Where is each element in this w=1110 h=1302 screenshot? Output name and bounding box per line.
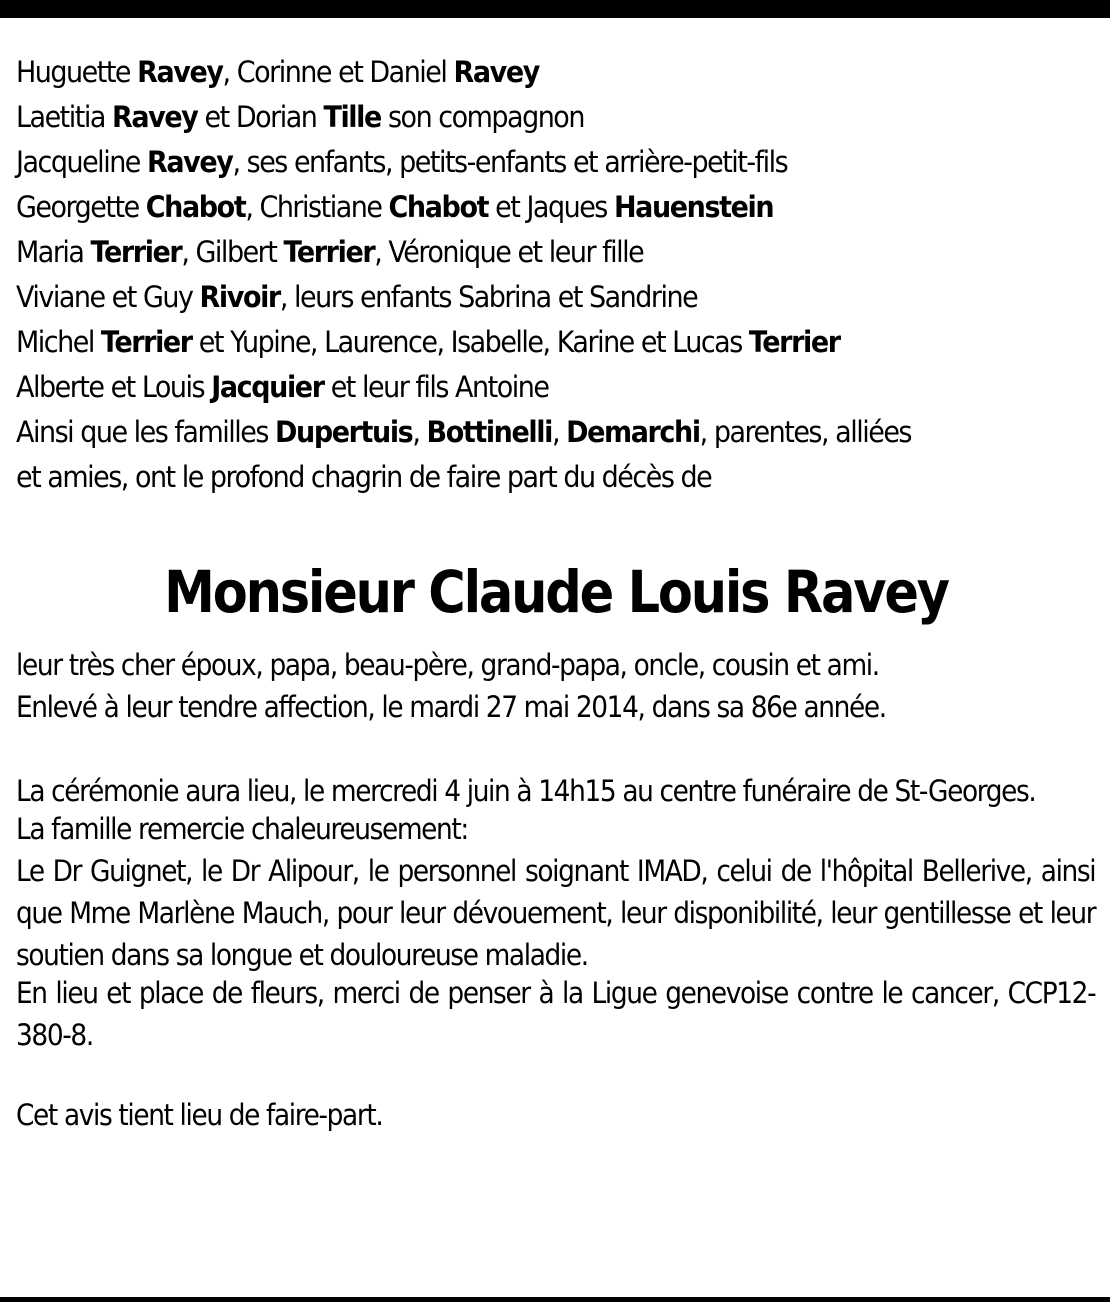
family-surname: Ravey — [111, 100, 198, 134]
family-surname: Dupertuis — [275, 415, 413, 449]
family-surname: Ravey — [137, 55, 223, 89]
family-surname: Tille — [323, 100, 381, 134]
thanks-intro: La famille remercie chaleureusement: — [16, 812, 468, 846]
obituary-notice — [16, 50, 1096, 1136]
family-text: , Gilbert — [181, 235, 284, 269]
family-line — [16, 185, 1020, 230]
family-text: , — [551, 415, 567, 449]
family-surname: Jacquier — [211, 370, 324, 404]
relation-text — [16, 644, 1096, 728]
family-surname: Ravey — [453, 55, 539, 89]
family-text: Alberte et Louis — [16, 370, 212, 404]
family-line — [16, 275, 1020, 320]
family-text: Georgette — [16, 190, 146, 224]
family-surname: Rivoir — [199, 280, 280, 314]
family-text: , parentes, alliées — [699, 415, 911, 449]
family-text: et amies, ont le profond chagrin de faire part du décès de — [16, 460, 712, 494]
family-text: , — [412, 415, 427, 449]
deceased-name: Monsieur Claude Louis Ravey — [164, 558, 948, 626]
family-text: , Véronique et leur fille — [374, 235, 644, 269]
family-surname: Ravey — [146, 145, 233, 179]
family-surname: Hauenstein — [613, 190, 774, 224]
family-text: , leurs enfants Sabrina et Sandrine — [279, 280, 698, 314]
family-surname: Chabot — [145, 190, 246, 224]
family-surname: Bottinelli — [426, 415, 552, 449]
family-text: Michel — [16, 325, 101, 359]
family-line — [16, 365, 1020, 410]
family-line — [16, 95, 1020, 140]
family-line — [16, 50, 1020, 95]
family-line — [16, 320, 1020, 365]
family-text: Maria — [16, 235, 91, 269]
family-text: , Christiane — [245, 190, 389, 224]
family-surname: Terrier — [283, 235, 375, 269]
flowers-text: En lieu et place de fleurs, merci de penser à la Ligue genevoise contre le cancer, CCP12-380-8. — [16, 976, 1096, 1052]
family-line — [16, 410, 1020, 455]
family-text: , ses enfants, petits-enfants et arrière-petit-fils — [232, 145, 788, 179]
family-surname: Terrier — [748, 325, 840, 359]
family-text: son compagnon — [380, 100, 584, 134]
family-line — [16, 455, 1020, 500]
family-text: et Yupine, Laurence, Isabelle, Karine et Lucas — [191, 325, 749, 359]
ceremony-text: La cérémonie aura lieu, le mercredi 4 juin à 14h15 au centre funéraire de St-Georges. — [16, 774, 1036, 808]
family-text: Huguette — [16, 55, 138, 89]
thanks-text: Le Dr Guignet, le Dr Alipour, le personnel soignant IMAD, celui de l'hôpital Bellerive, ainsi que Mme Marlène Mauch, pour leur dévouement, leur disponibilité, leur gentillesse et leur soutien dans sa longue et douloureuse maladie. — [16, 854, 1096, 972]
family-text: et leur fils Antoine — [323, 370, 549, 404]
family-line — [16, 230, 1020, 275]
family-text: , Corinne et Daniel — [222, 55, 454, 89]
family-text: et Dorian — [197, 100, 324, 134]
family-text: Jacqueline — [16, 145, 147, 179]
family-text: Laetitia — [16, 100, 112, 134]
family-surname: Demarchi — [566, 415, 700, 449]
relation-line: leur très cher époux, papa, beau-père, grand-papa, oncle, cousin et ami. — [16, 648, 879, 682]
family-text: Ainsi que les familles — [16, 415, 276, 449]
death-date-line: Enlevé à leur tendre affection, le mardi 27 mai 2014, dans sa 86e année. — [16, 690, 886, 724]
family-surname: Terrier — [90, 235, 182, 269]
family-surname: Terrier — [100, 325, 192, 359]
family-surname: Chabot — [388, 190, 489, 224]
top-rule — [0, 0, 1110, 18]
family-list — [16, 50, 1096, 500]
family-line — [16, 140, 1020, 185]
bottom-rule — [0, 1297, 1110, 1302]
family-text: et Jaques — [488, 190, 614, 224]
closing-text: Cet avis tient lieu de faire-part. — [16, 1098, 383, 1132]
family-text: Viviane et Guy — [16, 280, 200, 314]
